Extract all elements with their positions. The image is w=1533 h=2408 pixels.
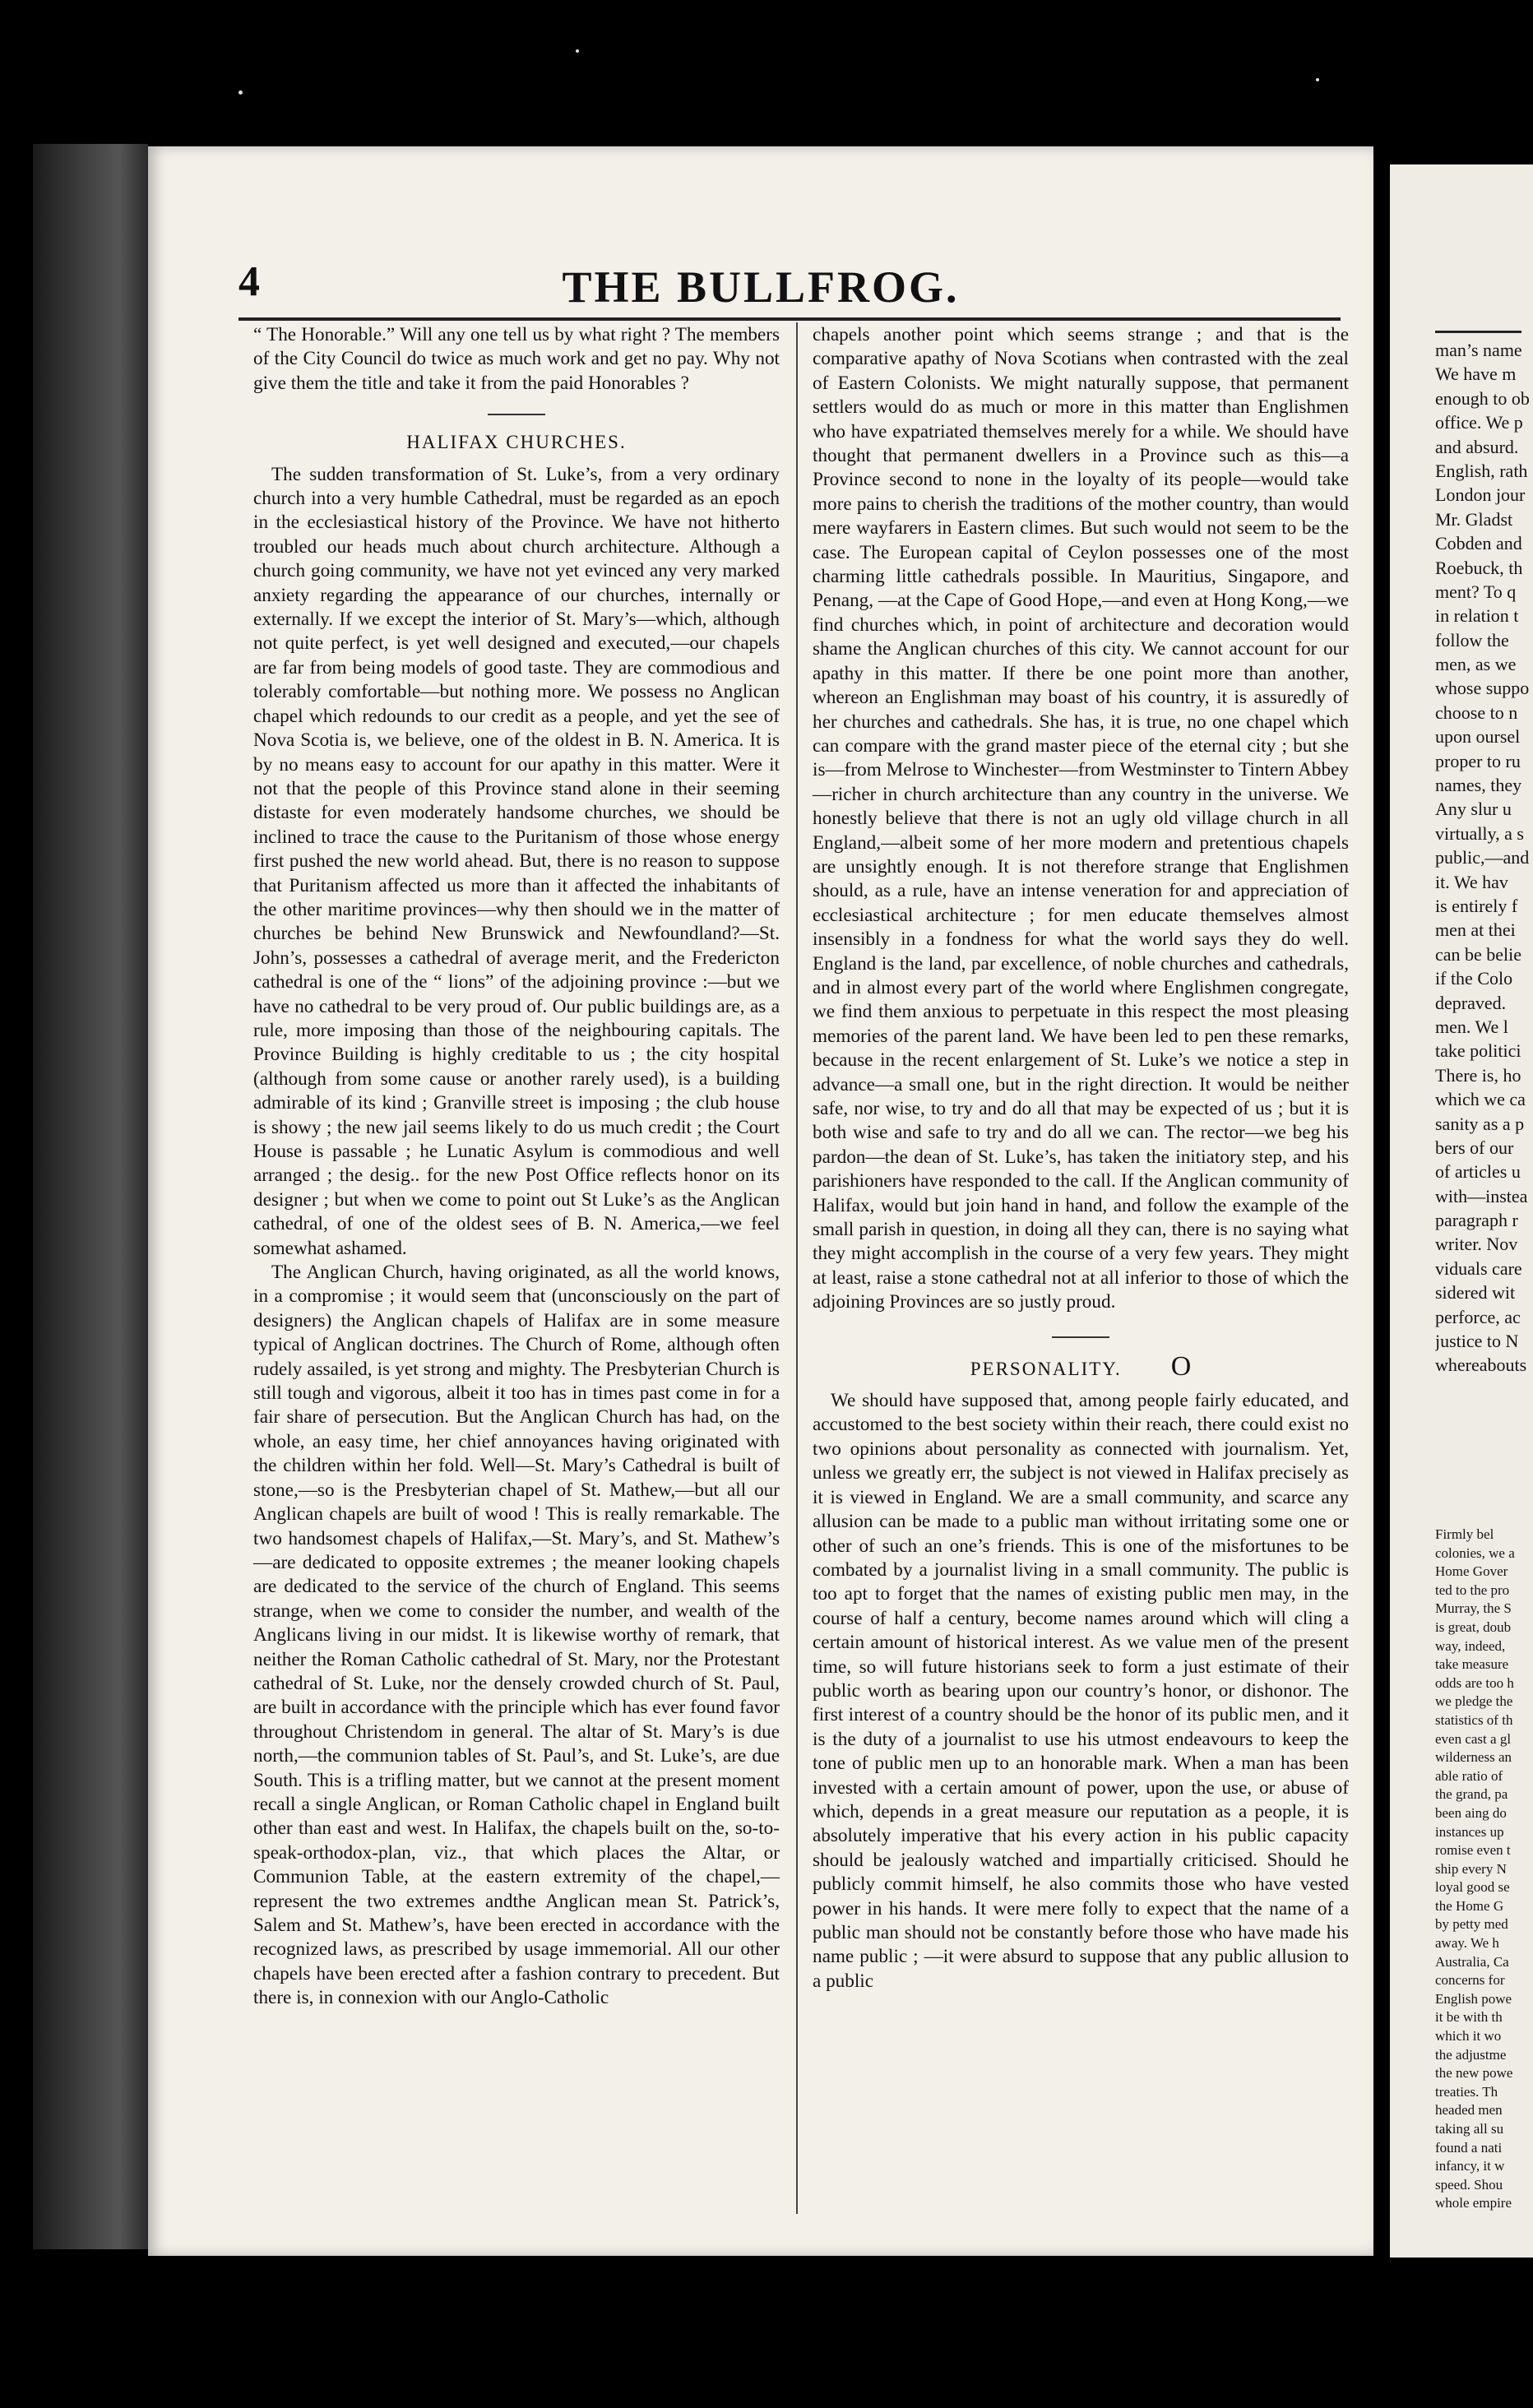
facing-page-small-line: treaties. Th xyxy=(1435,2083,1498,2100)
facing-page-line: paragraph r xyxy=(1435,1210,1518,1231)
page-number: 4 xyxy=(239,258,260,305)
facing-page-small-line: the new powe xyxy=(1435,2065,1513,2082)
facing-page-line: man’s name xyxy=(1435,340,1522,360)
facing-page-line: upon oursel xyxy=(1435,726,1521,748)
facing-page-line: viduals care xyxy=(1435,1257,1522,1279)
article-paragraph: We should have supposed that, among people fairly educated, and accustomed to the best society within their reach, there could exist no two opinions about personality as connected with journalism. Yet, unless we greatly err, the subject is not viewed in Halifax precisely as it is viewed in England. We are a small community, and scarce any allusion can be made to a public man without irritating some one or other of such an one’s friends. This is one of the misfortunes to be combated by a journalist living in a small community. The public is too apt to forget that the names of existing public men may, in the course of half a century, become names around which will cling a certain amount of historical interest. As we value men of the present time, so will future historians seek to form a just estimate of their public worth as bearing upon our country’s honor, or dishonor. The first interest of a country should be the honor of its public men, and it is the duty of a journalist to use his utmost endeavours to keep the tone of public men up to an honorable mark. When a man has been invested with a certain amount of power, upon the use, or abuse of which, depends in a great measure our reputation as a people, it is absolutely imperative that his every action in his public capacity should be jealously watched and impartially criticised. Should he publicly commit himself, he also commits those who have vested power in his hands. It were mere folly to expect that the name of a public man should not be constantly before those who have made his name public ; —it were absurd to suppose that any public allusion to a public xyxy=(813,1390,1349,1992)
facing-page-small-line: the Home G xyxy=(1435,1897,1504,1914)
facing-page-small-line: way, indeed, xyxy=(1435,1637,1506,1654)
facing-page-line: is entirely f xyxy=(1435,895,1518,916)
facing-page-line: writer. Nov xyxy=(1435,1234,1518,1255)
facing-page-line: We have m xyxy=(1435,364,1517,385)
facing-page-small-line: instances up xyxy=(1435,1823,1504,1840)
facing-page-line: ment? To q xyxy=(1435,581,1517,602)
article-paragraph: chapels another point which seems strange ; and that is the comparative apathy of Nova Scotians when contrasted with the zeal of Eastern Colonists. We might naturally suppose, that permanent settlers would do as much or more in this matter than Englishmen who have expatriated themselves merely for a while. We should have thought that permanent dwellers in a Province such as this—a Province second to none in the loyalty of its people—would take more pains to cherish the traditions of the mother country, than would mere wayfarers in Eastern climes. But such would not seem to be the case. The European capital of Ceylon possesses one of the most charming little cathedrals possible. In Mauritius, Singapore, and Penang, —at the Cape of Good Hope,—and even at Hong Kong,—we find churches which, in point of architecture and decoration would shame the Anglican churches of this city. We cannot account for our apathy in this matter. If there be one point more than another, whereon an Englishman may boast of his country, it is assuredly of her churches and cathedrals. She has, it is true, no one chapel which can compare with the grand master piece of the eternal city ; but she is—from Melrose to Winchester—from Westminster to Tintern Abbey—richer in church architecture than any country in the universe. We honestly believe that there is not an ugly old village church in all England,—albeit some of her more modern and pretentious chapels are unsightly enough. It is not therefore strange that Englishmen should, as a rule, have an intense veneration for and appreciation of ecclesiastical architecture ; for men educate themselves almost insensibly in a fondness for what the world says they do well. England is the land, par excellence, of noble churches and cathedrals, and in almost every part of the world where Englishmen congregate, we find them anxious to perpetuate in this respect the most pleasing memories of the parent land. We have been led to pen these remarks, because in the recent enlargement of St. Luke’s we notice a step in advance—a small one, but in the right direction. It would be neither safe, nor wise, to try and do all that may be expected of us ; but it is both wise and safe to try and do all we can. The rector—we beg his pardon—the dean of St. Luke’s, has taken the initiatory step, and his parishioners have responded to the call. If the Anglican community of Halifax, would but join hand in hand, and follow the example of the small parish in question, in doing all they can, there is no saying what they might accomplish in the course of a very few years. They might at least, raise a stone cathedral not at all inferior to those of which the adjoining Provinces are so justly proud. xyxy=(813,324,1349,1313)
facing-page-small-line: is great, doub xyxy=(1435,1618,1512,1635)
article-paragraph: The Anglican Church, having originated, as all the world knows, in a compromise ; it would seem that (unconsciously on the part of designers) the Anglican chapels of Halifax are in some measure typical of Anglican doctrines. The Church of Rome, although often rudely assailed, is yet strong and mighty. The Presbyterian Church is still tough and vigorous, albeit it too has in times past come in for a fair share of persecution. But the Anglican Church has had, on the whole, an easy time, her chief annoyances having originated with the children within her fold. Well—St. Mary’s Cathedral is built of stone,—so is the Presbyterian chapel of St. Mathew,—but all our Anglican chapels are built of wood ! This is really remarkable. The two handsomest chapels of Halifax,—St. Mary’s, and St. Mathew’s—are dedicated to opposite extremes ; the meaner looking chapels are dedicated to the service of the church of England. This seems strange, when we come to consider the number, and wealth of the Anglicans living in our midst. It is likewise worthy of remark, that neither the Roman Catholic cathedral of St. Mary, nor the Protestant cathedral of St. Luke, nor the densely crowded church of St. Paul, are built in accordance with the principle which has ever found favor throughout Christendom in general. The altar of St. Mary’s is due north,—the communion tables of St. Paul’s, and St. Luke’s, are due South. This is a trifling matter, but we cannot at the present moment recall a single Anglican, or Roman Catholic chapel in England built other than east and west. In Halifax, the chapels built on the, so-to-speak-orthodox-plan, viz., that which places the Altar, or Communion Table, at the eastern extremity of the chapel,—represent the two extremes andthe Anglican mean St. Patrick’s, Salem and St. Mathew’s, have been erected in accordance with the recognized laws, as prescribed by usage immemorial. All our other chapels have been erected after a fashion contrary to precedent. But there is, in connexion with our Anglo-Catholic xyxy=(253,1262,780,2009)
facing-page-small-line: even cast a gl xyxy=(1435,1730,1512,1747)
facing-page-small-line: ted to the pro xyxy=(1435,1581,1510,1598)
facing-page-line: depraved. xyxy=(1435,992,1507,1013)
middle-column xyxy=(813,323,1349,1994)
facing-page-line: and absurd. xyxy=(1435,436,1519,457)
facing-page-small-line: wilderness an xyxy=(1435,1749,1512,1766)
facing-page-line: follow the xyxy=(1435,629,1509,651)
facing-page-line: which we ca xyxy=(1435,1089,1526,1110)
facing-page-line: men at thei xyxy=(1435,919,1516,941)
article-heading-personality xyxy=(813,1350,1349,1382)
facing-page-small-line: infancy, it w xyxy=(1435,2158,1505,2174)
facing-page-small-line: away. We h xyxy=(1435,1935,1499,1952)
facing-page-line: perforce, ac xyxy=(1435,1306,1521,1327)
facing-page-line: enough to ob xyxy=(1435,387,1530,409)
facing-page-small-line: by petty med xyxy=(1435,1916,1508,1933)
heading-text: PERSONALITY. xyxy=(970,1358,1122,1379)
facing-page-line: can be belie xyxy=(1435,943,1522,965)
facing-page-column xyxy=(1435,331,1533,1378)
newspaper-page xyxy=(148,146,1373,2256)
facing-page-line: whose suppo xyxy=(1435,678,1530,699)
facing-page-line: Roebuck, th xyxy=(1435,557,1523,578)
masthead-title: THE BULLFROG. xyxy=(562,262,960,312)
facing-page-small-line: which it wo xyxy=(1435,2028,1502,2044)
dust-speck xyxy=(239,90,243,95)
facing-page-small-line: whole empire xyxy=(1435,2195,1512,2211)
facing-page-line: whereabouts xyxy=(1435,1354,1527,1376)
facing-page-line: Mr. Gladst xyxy=(1435,508,1513,530)
facing-page-small-line: statistics of th xyxy=(1435,1711,1513,1728)
facing-page-small-line: ship every N xyxy=(1435,1860,1507,1877)
intro-paragraph: “ The Honorable.” Will any one tell us by what right ? The members of the City Council do twice as much work and get no pay. Why not give them the title and take it from the paid Honorables ? xyxy=(253,324,780,394)
facing-page-small-line: the adjustme xyxy=(1435,2046,1507,2063)
facing-page-small-line: it be with th xyxy=(1435,2009,1503,2026)
facing-page-line: office. We p xyxy=(1435,412,1523,433)
facing-page-line: if the Colo xyxy=(1435,968,1513,989)
article-heading-halifax-churches: HALIFAX CHURCHES. xyxy=(406,432,627,453)
facing-page-small-line: speed. Shou xyxy=(1435,2176,1503,2193)
facing-page-small-line: we pledge the xyxy=(1435,1693,1513,1710)
book-spine-edge xyxy=(33,144,148,2249)
facing-page-small-line: able ratio of xyxy=(1435,1767,1503,1784)
facing-page-small-line: colonies, we a xyxy=(1435,1544,1515,1561)
facing-page-line: proper to ru xyxy=(1435,750,1521,771)
facing-page-line: public,—and xyxy=(1435,847,1530,868)
left-column xyxy=(253,323,780,2011)
facing-page-small-line: concerns for xyxy=(1435,1972,1505,1989)
facing-page-line: take politici xyxy=(1435,1040,1521,1062)
column-divider xyxy=(796,322,798,2214)
dust-speck xyxy=(1316,78,1319,81)
facing-page-line: Cobden and xyxy=(1435,533,1522,554)
facing-page-line: sidered wit xyxy=(1435,1282,1516,1304)
dust-speck xyxy=(576,49,579,53)
facing-page-small-line: romise even t xyxy=(1435,1842,1511,1859)
facing-page-line: names, they xyxy=(1435,775,1522,796)
facing-page-line: bers of our xyxy=(1435,1137,1514,1158)
section-rule xyxy=(1052,1336,1109,1338)
facing-page-line: of articles u xyxy=(1435,1161,1521,1183)
masthead-rule xyxy=(239,317,1341,321)
facing-page-line: justice to N xyxy=(1435,1331,1519,1352)
facing-page-line: virtually, a s xyxy=(1435,822,1524,844)
facing-page-small-line: been aing do xyxy=(1435,1804,1507,1821)
facing-page-small-line: taking all su xyxy=(1435,2121,1504,2137)
facing-page-line: sanity as a p xyxy=(1435,1113,1525,1134)
facing-page-small-line: Murray, the S xyxy=(1435,1600,1512,1617)
facing-page-small-line: loyal good se xyxy=(1435,1879,1510,1896)
facing-page-small-line: Firmly bel xyxy=(1435,1526,1494,1542)
facing-page-line: men. We l xyxy=(1435,1016,1508,1037)
facing-page-line: with—instea xyxy=(1435,1185,1528,1206)
facing-page-line: it. We hav xyxy=(1435,871,1508,892)
facing-page-small-line: found a nati xyxy=(1435,2139,1503,2156)
article-paragraph: The sudden transformation of St. Luke’s, from a very ordinary church into a very humble Cathedral, must be regarded as an epoch in the ecclesiastical history of the Province. We have not hitherto troubled our heads much about church architecture. Although a church going community, we have not yet evinced any very marked anxiety regarding the appearance of our churches, internally or externally. If we except the interior of St. Mary’s—which, although not quite perfect, is yet well designed and executed,—our chapels are far from being models of good taste. They are commodious and tolerably comfortable—but nothing more. We possess no Anglican chapel which redounds to our credit as a people, and yet the see of Nova Scotia is, we believe, one of the oldest in B. N. America. It is by no means easy to account for our apathy in this matter. Were it not that the people of this Province stand alone in their seeming distaste for even moderately handsome churches, we should be inclined to trace the cause to the Puritanism of those whose energy first pushed the new world ahead. But, there is no reason to suppose that Puritanism affected us more than it affected the inhabitants of the other maritime provinces—why then should we in the matter of churches be behind New Brunswick and Newfoundland?—St. John’s, possesses a cathedral of average merit, and the Fredericton cathedral is one of the “ lions” of the adjoining province :—but we have no cathedral to be very proud of. Our public buildings are, as a rule, more imposing than those of the neighbouring capitals. The Province Building is highly creditable to us ; the city hospital (although from some cause or another rarely used), is a building admirable of its kind ; Granville street is imposing ; the club house is showy ; the new jail seems likely to do us much credit ; the Court House is passable ; he Lunatic Asylum is commodious and well arranged ; the desig.. for the new Post Office reflects honor on its designer ; but when we come to point out St Luke’s as the Anglican cathedral, of one of the oldest sees of B. N. America,—we feel somewhat ashamed. xyxy=(253,463,780,1259)
facing-page-small-line: headed men xyxy=(1435,2102,1503,2119)
facing-page-line: London jour xyxy=(1435,484,1526,506)
facing-page-small-line: odds are too h xyxy=(1435,1674,1514,1691)
facing-page-small-line: English powe xyxy=(1435,1990,1512,2007)
facing-page-line: Any slur u xyxy=(1435,799,1512,820)
section-rule xyxy=(488,414,545,415)
facing-page-line: There is, ho xyxy=(1435,1064,1521,1086)
facing-page-rule xyxy=(1435,331,1521,333)
facing-page-line: in relation t xyxy=(1435,605,1519,627)
facing-page-line: English, rath xyxy=(1435,460,1528,481)
handwritten-mark: O xyxy=(1170,1350,1192,1382)
facing-page-small-line: Australia, Ca xyxy=(1435,1953,1509,1970)
facing-page-line: men, as we xyxy=(1435,654,1517,675)
facing-page-small-line: Home Gover xyxy=(1435,1563,1508,1580)
facing-page-small-column xyxy=(1435,1526,1533,2213)
facing-page-small-line: take measure xyxy=(1435,1656,1509,1673)
facing-page-small-line: the grand, pa xyxy=(1435,1786,1508,1803)
facing-page-line: choose to n xyxy=(1435,702,1518,723)
